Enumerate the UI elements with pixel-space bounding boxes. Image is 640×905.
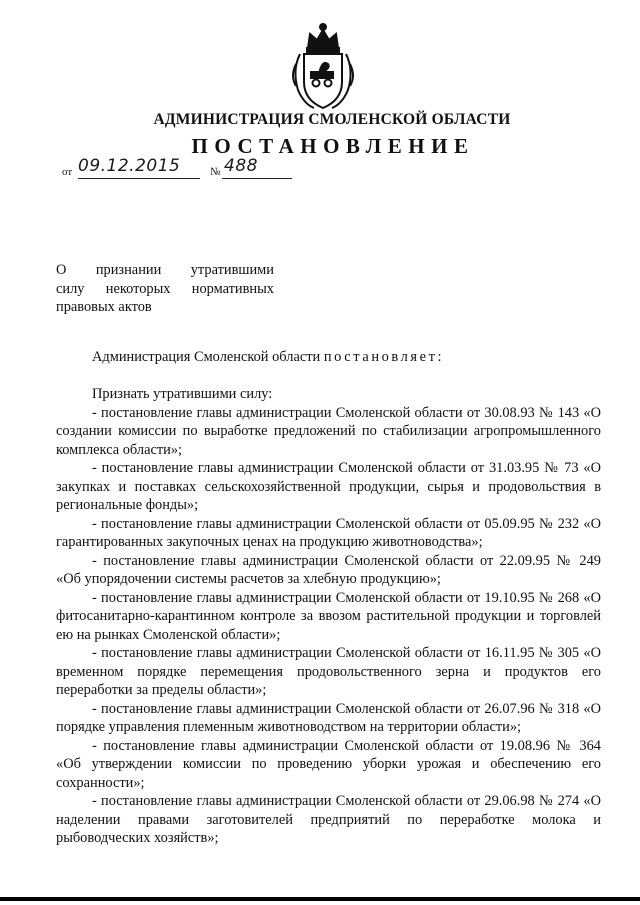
date-prefix: от (62, 166, 73, 178)
decree-intro (56, 348, 601, 367)
scan-edge-divider (0, 897, 640, 901)
date-underline (78, 178, 200, 179)
subject-line: правовых актов (56, 299, 152, 315)
list-item: - постановление главы администрации Смоленской области от 16.11.95 № 305 «О временном порядке перемещения продовольственного зерна и продуктов его переработки за пределы области»; (56, 645, 601, 698)
number-underline (222, 178, 292, 179)
subject-word: силу (56, 280, 85, 297)
number-prefix: № (210, 166, 221, 178)
list-item: - постановление главы администрации Смоленской области от 26.07.96 № 318 «О порядке управления племенным животноводством на территории области»; (56, 700, 601, 735)
date-value: 09.12.2015 (78, 156, 181, 176)
list-item: - постановление главы администрации Смоленской области от 19.08.96 № 364 «Об утверждении комиссии по проведению уборки урожая и обеспечению его сохранности»; (56, 737, 601, 791)
body-lead: Признать утратившими силу: (92, 386, 273, 402)
subject-word: утратившими (190, 262, 274, 278)
list-item: - постановление главы администрации Смоленской области от 05.09.95 № 232 «О гарантированных закупочных ценах на продукцию животноводства»; (56, 515, 601, 550)
document-type-title: ПОСТАНОВЛЕНИЕ (191, 134, 475, 158)
list-item: - постановление главы администрации Смоленской области от 22.09.95 № 249 «Об упорядочении системы расчетов за хлебную продукцию»; (56, 552, 601, 587)
list-item: - постановление главы администрации Смоленской области от 29.06.98 № 274 «О наделении правами заготовителей предприятий по переработке молока и рыбоводческих хозяйств»; (56, 793, 601, 846)
list-item: - постановление главы администрации Смоленской области от 30.08.93 № 143 «О создании комиссии по выработке предложений по стабилизации агропромышленного комплекса области»; (56, 404, 601, 458)
subject-word: признании (95, 262, 162, 278)
organization-name: АДМИНИСТРАЦИЯ СМОЛЕНСКОЙ ОБЛАСТИ (153, 111, 511, 128)
subject-word: О (56, 262, 67, 278)
list-item: - постановление главы администрации Смоленской области от 19.10.95 № 268 «О фитосанитарно-карантинном контроле за ввозом растительной продукции и торговлей ею на рынках Смоленской области»; (56, 589, 601, 643)
number-value: 488 (224, 156, 258, 176)
subject-word: нормативных (191, 280, 274, 297)
coat-of-arms-icon (290, 20, 356, 112)
date-number-line (62, 156, 302, 182)
subject-word: некоторых (105, 280, 171, 297)
decree-word: постановляет: (323, 349, 445, 365)
intro-text: Администрация Смоленской области (92, 349, 321, 365)
list-item: - постановление главы администрации Смоленской области от 31.03.95 № 73 «О закупках и поставках сельскохозяйственной продукции, сырья и продовольствия в региональные фонды»; (56, 460, 601, 513)
subject-block (56, 261, 274, 317)
